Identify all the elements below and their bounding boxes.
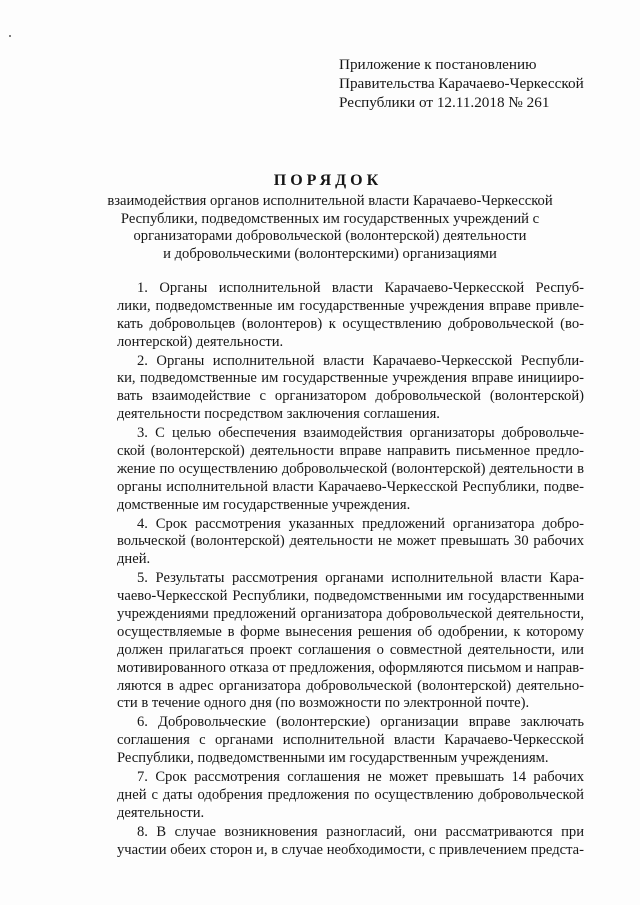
- paragraph-line: 5. Результаты рассмотрения органами исполнительной власти Кара-: [137, 570, 584, 587]
- document-title: ПОРЯДОК: [273, 172, 383, 189]
- paragraph-line: деятельности.: [117, 804, 205, 821]
- paragraph-line: кать добровольцев (волонтеров) к осуществлению добровольческой (во-: [117, 315, 584, 332]
- approval-block: [339, 55, 629, 112]
- paragraph-line: учреждениями предложений организатора добровольческой деятельности,: [117, 606, 584, 623]
- approval-line: Республики от 12.11.2018 № 261: [339, 94, 550, 111]
- subtitle-line: организаторами добровольческой (волонтерской) деятельности: [133, 228, 527, 244]
- paragraph-6: [117, 714, 584, 768]
- subtitle-line: взаимодействия органов исполнительной власти Карачаево-Черкесской: [107, 193, 553, 209]
- paragraph-line: 3. С целью обеспечения взаимодействия организаторы добровольче-: [137, 425, 584, 442]
- paragraph-line: мотивированного отказа от предложения, оформляются письмом и направ-: [117, 659, 584, 676]
- paragraph-line: ской (волонтерской) деятельности вправе направить письменное предло-: [117, 443, 584, 460]
- paragraph-line: домственные им государственные учреждения.: [117, 496, 411, 513]
- paragraph-line: соглашения с органами исполнительной власти Карачаево-Черкесской: [117, 732, 584, 749]
- paragraph-4: [117, 516, 584, 570]
- paragraph-line: 1. Органы исполнительной власти Карачаево-Черкесской Респуб-: [137, 280, 584, 296]
- paragraph-line: органы исполнительной власти Карачаево-Черкесской Республики, подве-: [117, 478, 584, 495]
- paragraph-line: чаево-Черкесской Республики, подведомственными им государственными: [117, 588, 584, 605]
- paragraph-line: жение по осуществлению добровольческой (волонтерской) деятельности в: [117, 460, 584, 477]
- paragraph-line: дней.: [117, 551, 151, 568]
- paragraph-line: лонтерской) деятельности.: [117, 333, 284, 350]
- paragraph-line: осуществляемые в форме вынесения решения об одобрении, к которому: [117, 623, 584, 640]
- paragraph-line: вать взаимодействие с организатором добровольческой (волонтерской): [117, 388, 584, 405]
- scan-speck: [9, 35, 11, 37]
- subtitle-line: Республики, подведомственных им государственных учреждений с: [120, 210, 540, 227]
- paragraph-line: деятельности посредством заключения соглашения.: [117, 406, 440, 423]
- paragraph-line: 4. Срок рассмотрения указанных предложений организатора добро-: [137, 515, 584, 532]
- paragraph-line: лики, подведомственные им государственные учреждения вправе привле-: [117, 297, 584, 314]
- paragraph-line: сти в течение одного дня (по возможности по электронной почте).: [117, 695, 530, 712]
- paragraph-3: [117, 425, 584, 514]
- approval-line: Приложение к постановлению: [339, 56, 537, 73]
- paragraph-line: ляются в адрес организатора добровольческой (волонтерской) деятельно-: [117, 677, 584, 694]
- paragraph-line: дней с даты одобрения предложения по осуществлению добровольческой: [117, 786, 584, 803]
- paragraph-line: 2. Органы исполнительной власти Карачаево-Черкесской Республи-: [137, 352, 584, 369]
- paragraph-8: [117, 824, 584, 860]
- paragraph-line: 6. Добровольческие (волонтерские) организации вправе заключать: [137, 714, 584, 731]
- paragraph-line: 8. В случае возникновения разногласий, они рассматриваются при: [137, 823, 584, 840]
- paragraph-5: [117, 570, 584, 713]
- paragraph-line: ки, подведомственные им государственные учреждения вправе иницииро-: [117, 370, 584, 387]
- paragraph-line: вольческой (волонтерской) деятельности не может превышать 30 рабочих: [117, 533, 584, 550]
- paragraph-1: [117, 280, 584, 352]
- paragraph-line: 7. Срок рассмотрения соглашения не может превышать 14 рабочих: [137, 769, 584, 786]
- subtitle-line: и добровольческими (волонтерскими) организациями: [163, 245, 497, 262]
- paragraph-line: участии обеих сторон и, в случае необходимости, с привлечением предста-: [117, 841, 584, 858]
- paragraph-line: Республики, подведомственными им государственным учреждениям.: [117, 750, 549, 767]
- paragraph-7: [117, 769, 584, 823]
- approval-line: Правительства Карачаево-Черкесской: [339, 75, 584, 92]
- paragraph-line: должен прилагаться проект соглашения о совместной деятельности, или: [117, 641, 584, 658]
- document-body: [117, 280, 584, 861]
- paragraph-2: [117, 353, 584, 425]
- document-subtitle: [90, 193, 570, 263]
